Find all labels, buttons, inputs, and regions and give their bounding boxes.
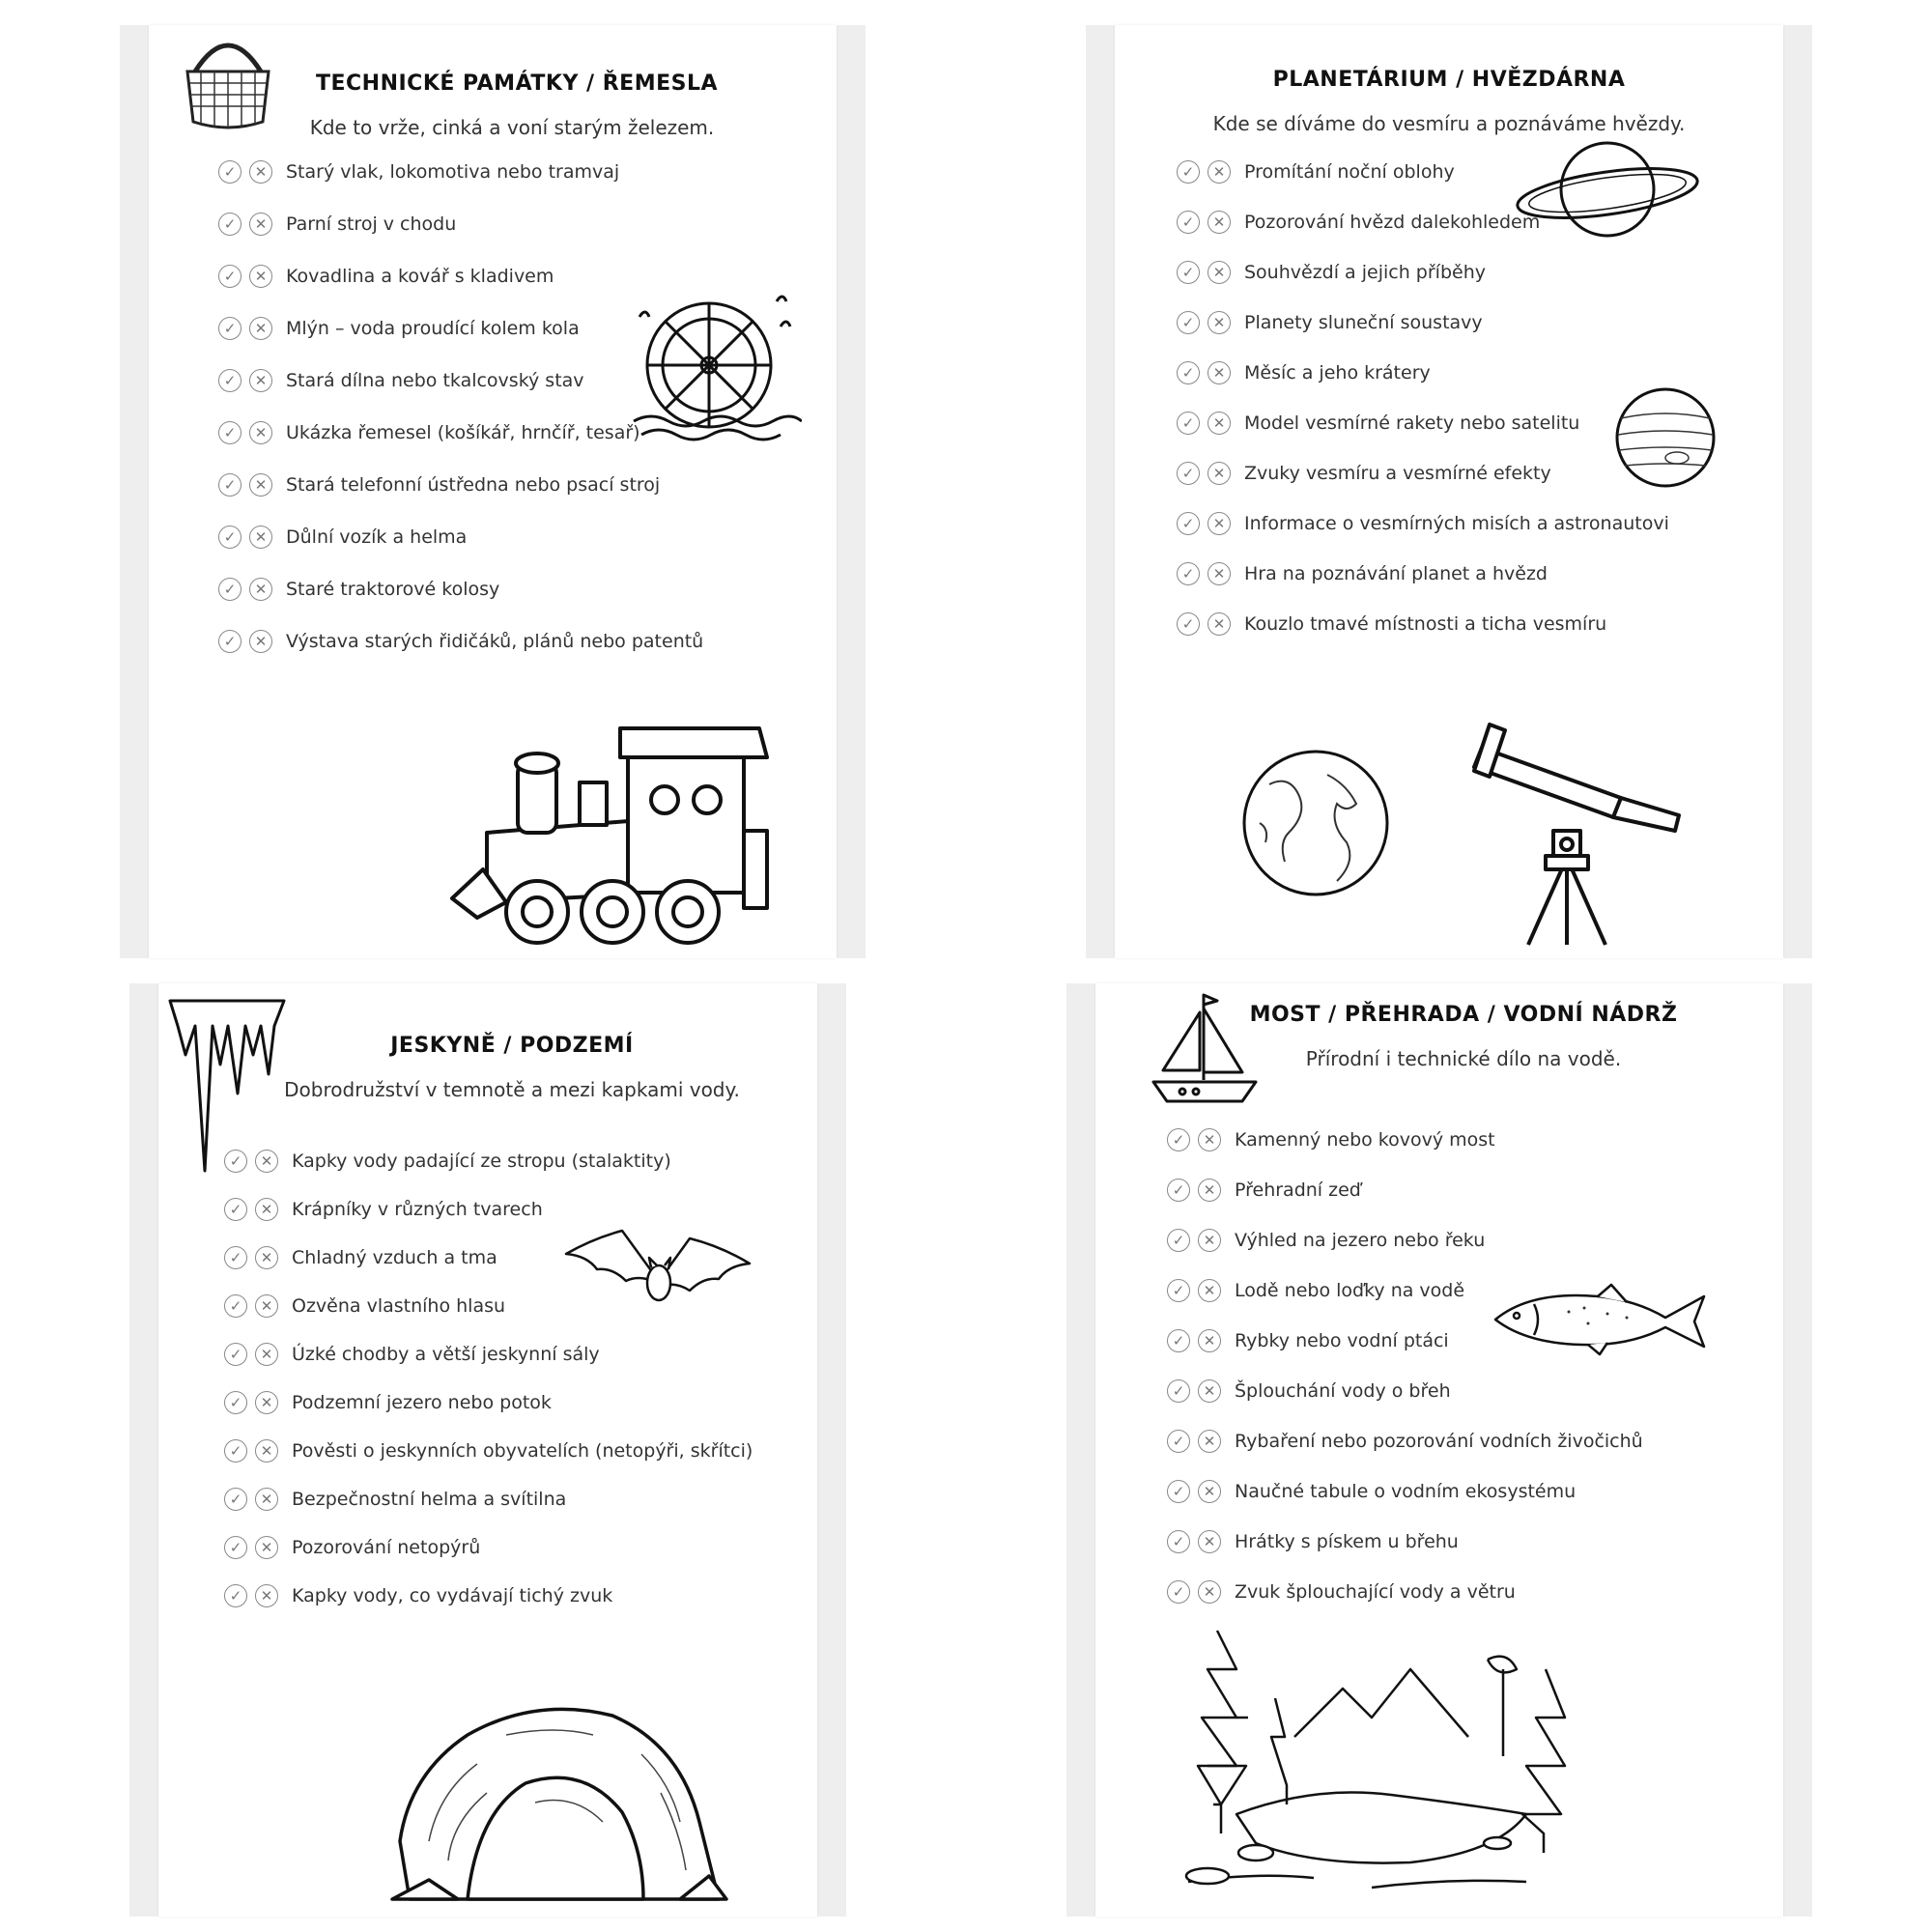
cross-icon[interactable]: ✕ [249, 317, 272, 340]
check-icon[interactable]: ✓ [1177, 211, 1200, 234]
check-icon[interactable]: ✓ [224, 1391, 247, 1414]
check-icon[interactable]: ✓ [1167, 1229, 1190, 1252]
cross-icon[interactable]: ✕ [1208, 361, 1231, 384]
item-label: Pověsti o jeskynních obyvatelích (netopýři, skřítci) [292, 1440, 753, 1462]
item-label: Důlní vozík a helma [286, 526, 468, 548]
check-icon[interactable]: ✓ [218, 317, 242, 340]
item-label: Zvuky vesmíru a vesmírné efekty [1244, 463, 1551, 484]
check-icon[interactable]: ✓ [218, 473, 242, 497]
item-label: Stará dílna nebo tkalcovský stav [286, 370, 584, 391]
cross-icon[interactable]: ✕ [1198, 1279, 1221, 1302]
sheet-title: JESKYNĚ / PODZEMÍ [390, 1034, 634, 1058]
list-item [1177, 609, 1606, 639]
cross-icon[interactable]: ✕ [249, 630, 272, 653]
cross-icon[interactable]: ✕ [1208, 462, 1231, 485]
check-icon[interactable]: ✓ [218, 265, 242, 288]
cross-icon[interactable]: ✕ [249, 421, 272, 444]
item-label: Kouzlo tmavé místnosti a ticha vesmíru [1244, 613, 1607, 635]
item-label: Zvuk šplouchající vody a větru [1235, 1581, 1516, 1603]
check-icon[interactable]: ✓ [1177, 160, 1200, 184]
list-item [1167, 1376, 1451, 1406]
check-icon[interactable]: ✓ [1177, 311, 1200, 334]
cross-icon[interactable]: ✕ [1198, 1179, 1221, 1202]
sheet-subtitle: Kde se díváme do vesmíru a poznáváme hvězdy. [1212, 112, 1686, 135]
cross-icon[interactable]: ✕ [1208, 512, 1231, 535]
cross-icon[interactable]: ✕ [249, 369, 272, 392]
cross-icon[interactable]: ✕ [1208, 211, 1231, 234]
list-item [1167, 1275, 1464, 1306]
list-item [1177, 357, 1431, 388]
cross-icon[interactable]: ✕ [1208, 612, 1231, 636]
item-label: Pozorování hvězd dalekohledem [1244, 212, 1541, 233]
list-item [1177, 307, 1483, 338]
check-icon[interactable]: ✓ [1177, 462, 1200, 485]
item-label: Výstava starých řidičáků, plánů nebo patentů [286, 631, 704, 652]
list-item [224, 1532, 480, 1563]
item-label: Chladný vzduch a tma [292, 1247, 497, 1268]
cross-icon[interactable]: ✕ [1208, 261, 1231, 284]
list-item [1177, 458, 1551, 489]
cross-icon[interactable]: ✕ [1198, 1329, 1221, 1352]
cross-icon[interactable]: ✕ [255, 1294, 278, 1318]
check-icon[interactable]: ✓ [1167, 1179, 1190, 1202]
list-item [224, 1291, 505, 1321]
check-icon[interactable]: ✓ [218, 578, 242, 601]
check-icon[interactable]: ✓ [224, 1536, 247, 1559]
list-item [218, 261, 554, 292]
cross-icon[interactable]: ✕ [255, 1343, 278, 1366]
list-item [1167, 1526, 1459, 1557]
cross-icon[interactable]: ✕ [1198, 1580, 1221, 1604]
cross-icon[interactable]: ✕ [249, 526, 272, 549]
cross-icon[interactable]: ✕ [255, 1536, 278, 1559]
bat-icon [564, 1227, 752, 1308]
jupiter-icon [1611, 384, 1719, 491]
check-icon[interactable]: ✓ [1167, 1530, 1190, 1553]
item-label: Kamenný nebo kovový most [1235, 1129, 1495, 1151]
sheet-subtitle: Kde to vrže, cinká a voní starým železem. [309, 116, 715, 139]
cross-icon[interactable]: ✕ [255, 1488, 278, 1511]
list-item [224, 1580, 612, 1611]
item-label: Ukázka řemesel (košíkář, hrnčíř, tesař) [286, 422, 640, 443]
cross-icon[interactable]: ✕ [255, 1391, 278, 1414]
cross-icon[interactable]: ✕ [1198, 1480, 1221, 1503]
sheet-title: TECHNICKÉ PAMÁTKY / ŘEMESLA [315, 71, 719, 96]
list-item [224, 1242, 497, 1273]
item-label: Kovadlina a kovář s kladivem [286, 266, 554, 287]
list-item [1167, 1577, 1516, 1607]
list-item [1167, 1476, 1576, 1507]
saturn-icon [1513, 131, 1702, 247]
sheet-subtitle: Dobrodružství v temnotě a mezi kapkami vody. [284, 1078, 740, 1101]
list-item [1177, 558, 1548, 589]
check-icon[interactable]: ✓ [224, 1343, 247, 1366]
list-item [1177, 408, 1579, 439]
list-item [1177, 207, 1540, 238]
list-item [218, 522, 467, 553]
cross-icon[interactable]: ✕ [249, 160, 272, 184]
check-icon[interactable]: ✓ [1167, 1279, 1190, 1302]
cross-icon[interactable]: ✕ [1208, 412, 1231, 435]
check-icon[interactable]: ✓ [1177, 612, 1200, 636]
list-item [1167, 1175, 1361, 1206]
item-label: Informace o vesmírných misích a astronautovi [1244, 513, 1669, 534]
item-label: Bezpečnostní helma a svítilna [292, 1489, 567, 1510]
list-item [224, 1387, 552, 1418]
sheet-title: MOST / PŘEHRADA / VODNÍ NÁDRŽ [1249, 1003, 1678, 1027]
list-item [218, 469, 660, 500]
check-icon[interactable]: ✓ [218, 421, 242, 444]
list-item [224, 1435, 753, 1466]
check-icon[interactable]: ✓ [1167, 1329, 1190, 1352]
cross-icon[interactable]: ✕ [1198, 1379, 1221, 1403]
check-icon[interactable]: ✓ [218, 369, 242, 392]
item-label: Šplouchání vody o břeh [1235, 1380, 1451, 1402]
cross-icon[interactable]: ✕ [1198, 1430, 1221, 1453]
item-label: Promítání noční oblohy [1244, 161, 1455, 183]
check-icon[interactable]: ✓ [1177, 361, 1200, 384]
item-label: Hrátky s pískem u břehu [1235, 1531, 1459, 1552]
check-icon[interactable]: ✓ [218, 630, 242, 653]
item-label: Kapky vody padající ze stropu (stalaktity) [292, 1151, 671, 1172]
list-item [1167, 1124, 1495, 1155]
check-icon[interactable]: ✓ [224, 1246, 247, 1269]
sheet-title: PLANETÁRIUM / HVĚZDÁRNA [1272, 68, 1626, 92]
cross-icon[interactable]: ✕ [1208, 562, 1231, 585]
cross-icon[interactable]: ✕ [1198, 1530, 1221, 1553]
check-icon[interactable]: ✓ [224, 1439, 247, 1463]
check-icon[interactable]: ✓ [224, 1488, 247, 1511]
earth-globe-icon [1240, 746, 1391, 900]
list-item [218, 626, 703, 657]
item-label: Mlýn – voda proudící kolem kola [286, 318, 580, 339]
item-label: Staré traktorové kolosy [286, 579, 500, 600]
cross-icon[interactable]: ✕ [255, 1246, 278, 1269]
check-icon[interactable]: ✓ [1167, 1430, 1190, 1453]
list-item [1167, 1426, 1643, 1457]
item-label: Model vesmírné rakety nebo satelitu [1244, 412, 1580, 434]
locomotive-icon [448, 724, 796, 956]
check-icon[interactable]: ✓ [1177, 512, 1200, 535]
cross-icon[interactable]: ✕ [255, 1198, 278, 1221]
lake-landscape-icon [1179, 1611, 1584, 1901]
telescope-icon [1472, 723, 1685, 954]
cave-entrance-icon [390, 1696, 728, 1907]
check-icon[interactable]: ✓ [224, 1198, 247, 1221]
list-item [1167, 1225, 1485, 1256]
item-label: Krápníky v různých tvarech [292, 1199, 543, 1220]
list-item [1177, 156, 1455, 187]
cross-icon[interactable]: ✕ [249, 265, 272, 288]
item-label: Lodě nebo loďky na vodě [1235, 1280, 1465, 1301]
list-item [224, 1484, 566, 1515]
check-icon[interactable]: ✓ [224, 1150, 247, 1173]
list-item [224, 1146, 671, 1177]
item-label: Měsíc a jeho krátery [1244, 362, 1431, 384]
check-icon[interactable]: ✓ [224, 1294, 247, 1318]
list-item [218, 209, 456, 240]
list-item [1177, 508, 1669, 539]
item-label: Planety sluneční soustavy [1244, 312, 1483, 333]
cross-icon[interactable]: ✕ [249, 473, 272, 497]
list-item [218, 365, 584, 396]
check-icon[interactable]: ✓ [1177, 562, 1200, 585]
item-label: Rybky nebo vodní ptáci [1235, 1330, 1449, 1351]
item-label: Hra na poznávání planet a hvězd [1244, 563, 1548, 584]
list-item [218, 313, 580, 344]
list-item [1167, 1325, 1449, 1356]
item-label: Naučné tabule o vodním ekosystému [1235, 1481, 1577, 1502]
item-label: Starý vlak, lokomotiva nebo tramvaj [286, 161, 620, 183]
check-icon[interactable]: ✓ [1167, 1379, 1190, 1403]
fish-icon [1492, 1283, 1708, 1356]
check-icon[interactable]: ✓ [1167, 1128, 1190, 1151]
list-item [224, 1194, 543, 1225]
check-icon[interactable]: ✓ [1167, 1480, 1190, 1503]
list-item [218, 417, 640, 448]
item-label: Výhled na jezero nebo řeku [1235, 1230, 1486, 1251]
item-label: Úzké chodby a větší jeskynní sály [292, 1344, 600, 1365]
item-label: Kapky vody, co vydávají tichý zvuk [292, 1585, 613, 1606]
list-item [218, 574, 499, 605]
water-wheel-icon [632, 288, 802, 442]
check-icon[interactable]: ✓ [218, 526, 242, 549]
cross-icon[interactable]: ✕ [1208, 311, 1231, 334]
item-label: Rybaření nebo pozorování vodních živočichů [1235, 1431, 1643, 1452]
cross-icon[interactable]: ✕ [249, 213, 272, 236]
cross-icon[interactable]: ✕ [255, 1439, 278, 1463]
item-label: Souhvězdí a jejich příběhy [1244, 262, 1486, 283]
cross-icon[interactable]: ✕ [255, 1584, 278, 1607]
cross-icon[interactable]: ✕ [255, 1150, 278, 1173]
check-icon[interactable]: ✓ [1167, 1580, 1190, 1604]
item-label: Pozorování netopýrů [292, 1537, 481, 1558]
list-item [218, 156, 619, 187]
check-icon[interactable]: ✓ [224, 1584, 247, 1607]
item-label: Ozvěna vlastního hlasu [292, 1295, 506, 1317]
check-icon[interactable]: ✓ [218, 160, 242, 184]
item-label: Parní stroj v chodu [286, 213, 457, 235]
cross-icon[interactable]: ✕ [1198, 1128, 1221, 1151]
list-item [224, 1339, 600, 1370]
check-icon[interactable]: ✓ [218, 213, 242, 236]
item-label: Podzemní jezero nebo potok [292, 1392, 552, 1413]
item-label: Stará telefonní ústředna nebo psací stroj [286, 474, 661, 496]
check-icon[interactable]: ✓ [1177, 412, 1200, 435]
cross-icon[interactable]: ✕ [249, 578, 272, 601]
sheet-subtitle: Přírodní i technické dílo na vodě. [1305, 1047, 1622, 1070]
cross-icon[interactable]: ✕ [1208, 160, 1231, 184]
check-icon[interactable]: ✓ [1177, 261, 1200, 284]
list-item [1177, 257, 1486, 288]
item-label: Přehradní zeď [1235, 1179, 1361, 1201]
cross-icon[interactable]: ✕ [1198, 1229, 1221, 1252]
